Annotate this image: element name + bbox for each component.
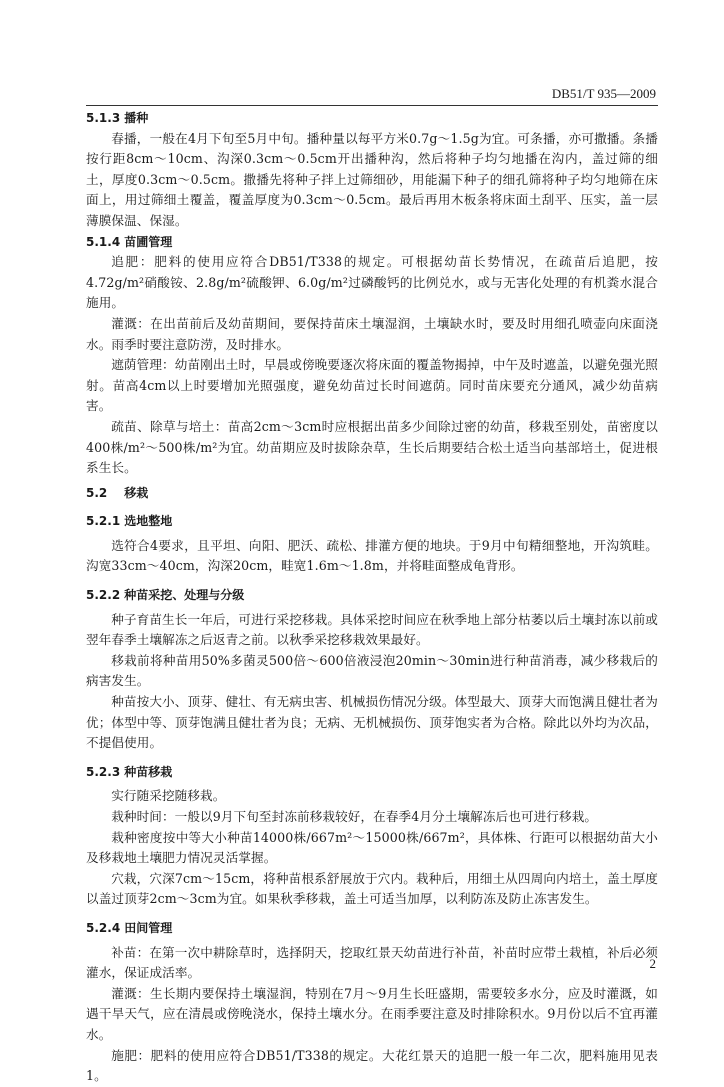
paragraph: 疏苗、除草与培土：苗高2cm～3cm时应根据出苗多少间除过密的幼苗，移栽至别处，苗密度以400株/m²～500株/m²为宜。幼苗期应及时拔除杂草，生长后期要结合松土适当向基部培土，促进根系生长。 [86,418,658,476]
paragraph: 遮荫管理：幼苗刚出土时，早晨或傍晚要逐次将床面的覆盖物揭掉，中午及时遮盖，以避免强光照射。苗高4cm以上时要增加光照强度，避免幼苗过长时间遮荫。同时苗床要充分通风，减少幼苗病害。 [86,357,658,414]
section-heading-5-2-2 [86,585,658,606]
paragraph: 春播，一般在4月下旬至5月中旬。播种量以每平方米0.7g～1.5g为宜。可条播，亦可撒播。条播按行距8cm～10cm、沟深0.3cm～0.5cm开出播种沟，然后将种子均匀地播在沟内，盖过筛的细土，厚度0.3cm～0.5cm。撒播先将种子拌上过筛细砂，用能漏下种子的细孔筛将种子均匀地筛在床面上，用过筛细土覆盖，覆盖厚度为0.3cm～0.5cm。最后再用木板条将床面土刮平、压实，盖一层薄膜保温、保湿。 [86,130,658,228]
section-number: 5.2 [86,485,108,500]
section-heading-5-2 [86,483,658,504]
section-heading-5-2-4 [86,918,658,939]
paragraph: 灌溉：在出苗前后及幼苗期间，要保持苗床土壤湿润，土壤缺水时，要及时用细孔喷壶向床面浇水。雨季时要注意防涝，及时排水。 [86,315,658,352]
section-number: 5.2.4 [86,920,121,935]
section-heading-5-2-1 [86,511,658,532]
paragraph: 穴栽，穴深7cm～15cm，将种苗根系舒展放于穴内。栽种后，用细土从四周向内培土，盖土厚度以盖过顶芽2cm～3cm为宜。如果秋季移栽，盖土可适当加厚，以利防冻及防止冻害发生。 [86,870,658,907]
paragraph: 追肥：肥料的使用应符合DB51/T338的规定。可根据幼苗长势情况，在疏苗后追肥，按4.72g/m²硝酸铵、2.8g/m²硫酸钾、6.0g/m²过磷酸钙的比例兑水，或与无害化处理的有机粪水混合施用。 [86,254,658,311]
section-title: 种苗采挖、处理与分级 [124,588,245,603]
section-heading-5-1-4 [86,232,658,253]
section-title: 种苗移栽 [124,764,173,779]
header-rule [86,105,658,106]
document-header-code: DB51/T 935—2009 [551,86,656,101]
section-number: 5.2.1 [86,514,121,529]
paragraph: 选符合4要求，且平坦、向阳、肥沃、疏松、排灌方便的地块。于9月中旬精细整地，开沟筑畦。沟宽33cm～40cm，沟深20cm，畦宽1.6m～1.8m，并将畦面整成龟背形。 [86,537,658,574]
section-title: 播种 [124,111,149,125]
paragraph: 种子育苗生长一年后，可进行采挖移栽。具体采挖时间应在秋季地上部分枯萎以后土壤封冻以前或翌年春季土壤解冻之后返青之前。以秋季采挖移栽效果最好。 [86,611,658,648]
section-heading-5-1-3 [86,108,658,129]
paragraph: 实行随采挖随移栽。 [111,788,226,804]
section-title: 苗圃管理 [124,234,173,249]
section-title: 选地整地 [124,514,173,529]
document-body [86,108,658,1087]
section-number: 5.1.4 [86,234,121,249]
section-title: 田间管理 [124,920,173,935]
section-heading-5-2-3 [86,762,658,783]
section-number: 5.2.3 [86,764,121,779]
paragraph: 移栽前将种苗用50%多菌灵500倍～600倍液浸泡20min～30min进行种苗消毒，减少移栽后的病害发生。 [86,652,658,689]
paragraph: 种苗按大小、顶芽、健壮、有无病虫害、机械损伤情况分级。体型最大、顶芽大而饱满且健壮者为优；体型中等、顶芽饱满且健壮者为良；无病、无机械损伤、顶芽饱实者为合格。除此以外均为次品，不提倡使用。 [86,694,658,751]
page-number: 2 [649,956,656,971]
section-number: 5.1.3 [86,111,121,125]
section-number: 5.2.2 [86,588,121,603]
paragraph: 施肥：肥料的使用应符合DB51/T338的规定。大花红景天的追肥一般一年二次，肥料施用见表1。 [86,1047,658,1084]
section-title: 移栽 [124,485,149,500]
paragraph: 栽种时间：一般以9月下旬至封冻前移栽较好，在春季4月分土壤解冻后也可进行移栽。 [111,809,598,824]
paragraph: 栽种密度按中等大小种苗14000株/667m²～15000株/667m²，具体株、行距可以根据幼苗大小及移栽地土壤肥力情况灵活掌握。 [86,829,658,866]
paragraph: 补苗：在第一次中耕除草时，选择阴天，挖取红景天幼苗进行补苗，补苗时应带土栽植，补后必须灌水，保证成活率。 [86,944,658,981]
paragraph: 灌溉：生长期内要保持土壤湿润，特别在7月～9月生长旺盛期，需要较多水分，应及时灌溉，如遇干旱天气，应在清晨或傍晚浇水，保持土壤水分。在雨季要注意及时排除积水。9月份以后不宜再灌水。 [86,985,658,1042]
